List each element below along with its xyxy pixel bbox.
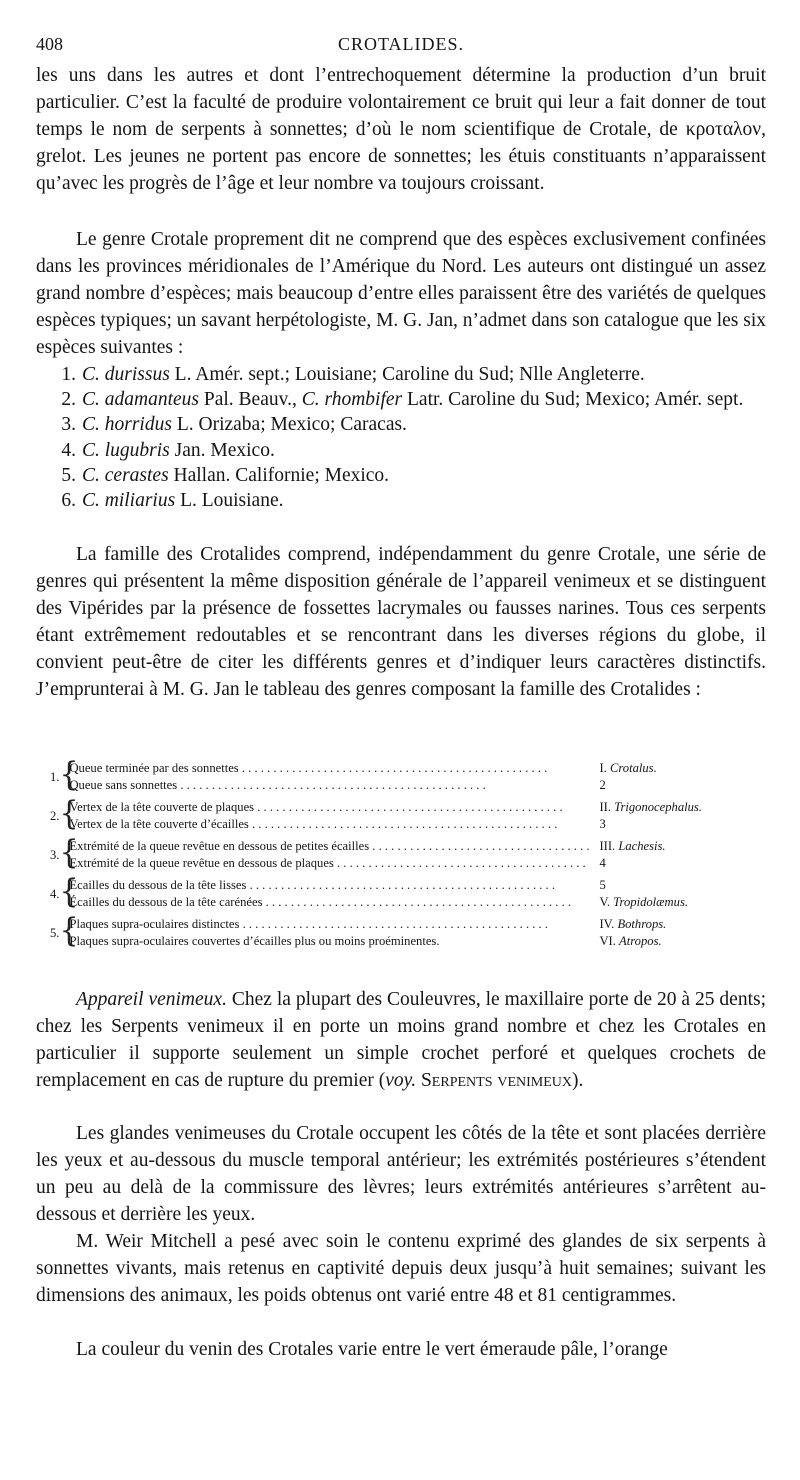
- paragraph-venom-color: La couleur du venin des Crotales varie entre le vert émeraude pâle, l’orange: [76, 1339, 668, 1360]
- paragraph-family: La famille des Crotalides comprend, indépendamment du genre Crotale, une série de genres qui présentent la même disposition générale de l’appareil venimeux et se distinguent des Vipérides par la présence de fossettes lacrymales ou fausses narines. Tous ces serpents étant extrêmement redoutables et se rencontrant dans les diverses régions du globe, il convient peut-être de citer les différents genres et d’indiquer leurs caractères distinctifs. J’emprunterai à M. G. Jan le tableau des genres composant la famille des Crotalides :: [36, 544, 766, 700]
- key-row: Extrémité de la queue revêtue en dessous de petites écailles . . . III. Lachesis.: [69, 838, 769, 855]
- key-group: 2. { Vertex de la tête couverte de plaques . . . II. Trigonocephalus. Vertex de la tête couverte d’écailles . . . 3: [50, 799, 750, 834]
- key-row: Plaques supra-oculaires distinctes . . . IV. Bothrops.: [69, 916, 769, 933]
- paragraph-rattle: les uns dans les autres et dont l’entrechoquement détermine la production d’un bruit particulier. C’est la faculté de produire volontairement ce bruit qui leur a fait donner de tout temps le nom de serpents à sonnettes; d’où le nom scientifique de Crotale, de κροταλον, grelot. Les jeunes ne portent pas encore de sonnettes; les étuis constituants n’apparaissent qu’avec les progrès de l’âge et leur nombre va toujours croissant.: [36, 65, 766, 194]
- paragraph-genus: Le genre Crotale proprement dit ne comprend que des espèces exclusivement confinées dans les provinces méridionales de l’Amérique du Nord. Les auteurs ont distingué un assez grand nombre d’espèces; mais beaucoup d’entre elles paraissent être des variétés de quelques espèces typiques; un savant herpétologiste, M. G. Jan, n’admet dans son catalogue que les six espèces suivantes :: [36, 229, 766, 358]
- running-title: CROTALIDES.: [337, 34, 465, 54]
- key-row: Plaques supra-oculaires couvertes d’écailles plus ou moins proéminentes. VI. Atropos.: [69, 933, 662, 948]
- key-row: Écailles du dessous de la tête carénées . . . V. Tropidolæmus.: [69, 894, 769, 911]
- genus-key-table: [50, 755, 750, 955]
- key-row: Vertex de la tête couverte d’écailles . . . 3: [69, 816, 769, 833]
- key-group: 4. { Écailles du dessous de la tête lisses . . . 5 Écailles du dessous de la tête carénées . . . V. Tropidolæmus.: [50, 877, 750, 912]
- key-group: 3. { Extrémité de la queue revêtue en dessous de petites écailles . . . III. Lachesis. Extrémité de la queue revêtue en dessous de plaques . . . 4: [50, 838, 750, 873]
- species-item: 1. C. durissus L. Amér. sept.; Louisiane; Caroline du Sud; Nlle Angleterre.: [61, 364, 645, 385]
- key-group: 5. { Plaques supra-oculaires distinctes . . . IV. Bothrops. Plaques supra-oculaires couvertes d’écailles plus ou moins proéminentes. VI. Atropos.: [50, 916, 750, 951]
- key-row: Extrémité de la queue revêtue en dessous de plaques . . . 4: [69, 855, 769, 872]
- page-number: 408: [36, 34, 63, 54]
- cross-reference: Serpents venimeux: [416, 1069, 573, 1091]
- key-row: Vertex de la tête couverte de plaques . . . II. Trigonocephalus.: [69, 799, 769, 816]
- paragraph-venom-apparatus: Appareil venimeux. Chez la plupart des Couleuvres, le maxillaire porte de 20 à 25 dents; chez les Serpents venimeux il en porte un moins grand nombre et chez les Crotales en particulier il supporte seulement un simple crochet perforé et quelques crochets de remplacement en cas de rupture du premier (voy. Serpents venimeux).: [36, 989, 766, 1091]
- species-item: 3. C. horridus L. Orizaba; Mexico; Caracas.: [61, 414, 407, 436]
- species-item: 5. C. cerastes Hallan. Californie; Mexico.: [61, 464, 390, 486]
- key-row: Écailles du dessous de la tête lisses . . . 5: [69, 877, 769, 894]
- paragraph-mitchell: M. Weir Mitchell a pesé avec soin le contenu exprimé des glandes de six serpents à sonnettes vivants, mais retenus en captivité depuis deux jusqu’à huit semaines; suivant les dimensions des animaux, les poids obtenus ont varié entre 48 et 81 centigrammes.: [36, 1231, 766, 1306]
- species-item: 2. C. adamanteus Pal. Beauv., C. rhombifer Latr. Caroline du Sud; Mexico; Amér. sept.: [61, 389, 744, 411]
- key-group: 1. { Queue terminée par des sonnettes . . . I. Crotalus. Queue sans sonnettes . . . 2: [50, 760, 750, 795]
- paragraph-glands: Les glandes venimeuses du Crotale occupent les côtés de la tête et sont placées derrière les yeux et au-dessous du muscle temporal antérieur; les extrémités postérieures s’étendent un peu au delà de la commissure des lèvres; leurs extrémités antérieures s’arrêtent au-dessous et derrière les yeux.: [36, 1123, 766, 1225]
- page-header: [36, 34, 766, 56]
- species-list: [36, 362, 766, 513]
- species-item: 6. C. miliarius L. Louisiane.: [61, 490, 284, 512]
- key-row: Queue terminée par des sonnettes . . . I. Crotalus.: [69, 760, 769, 777]
- species-item: 4. C. lugubris Jan. Mexico.: [61, 439, 275, 461]
- section-heading: Appareil venimeux.: [76, 989, 227, 1010]
- key-row: Queue sans sonnettes . . . 2: [69, 777, 769, 794]
